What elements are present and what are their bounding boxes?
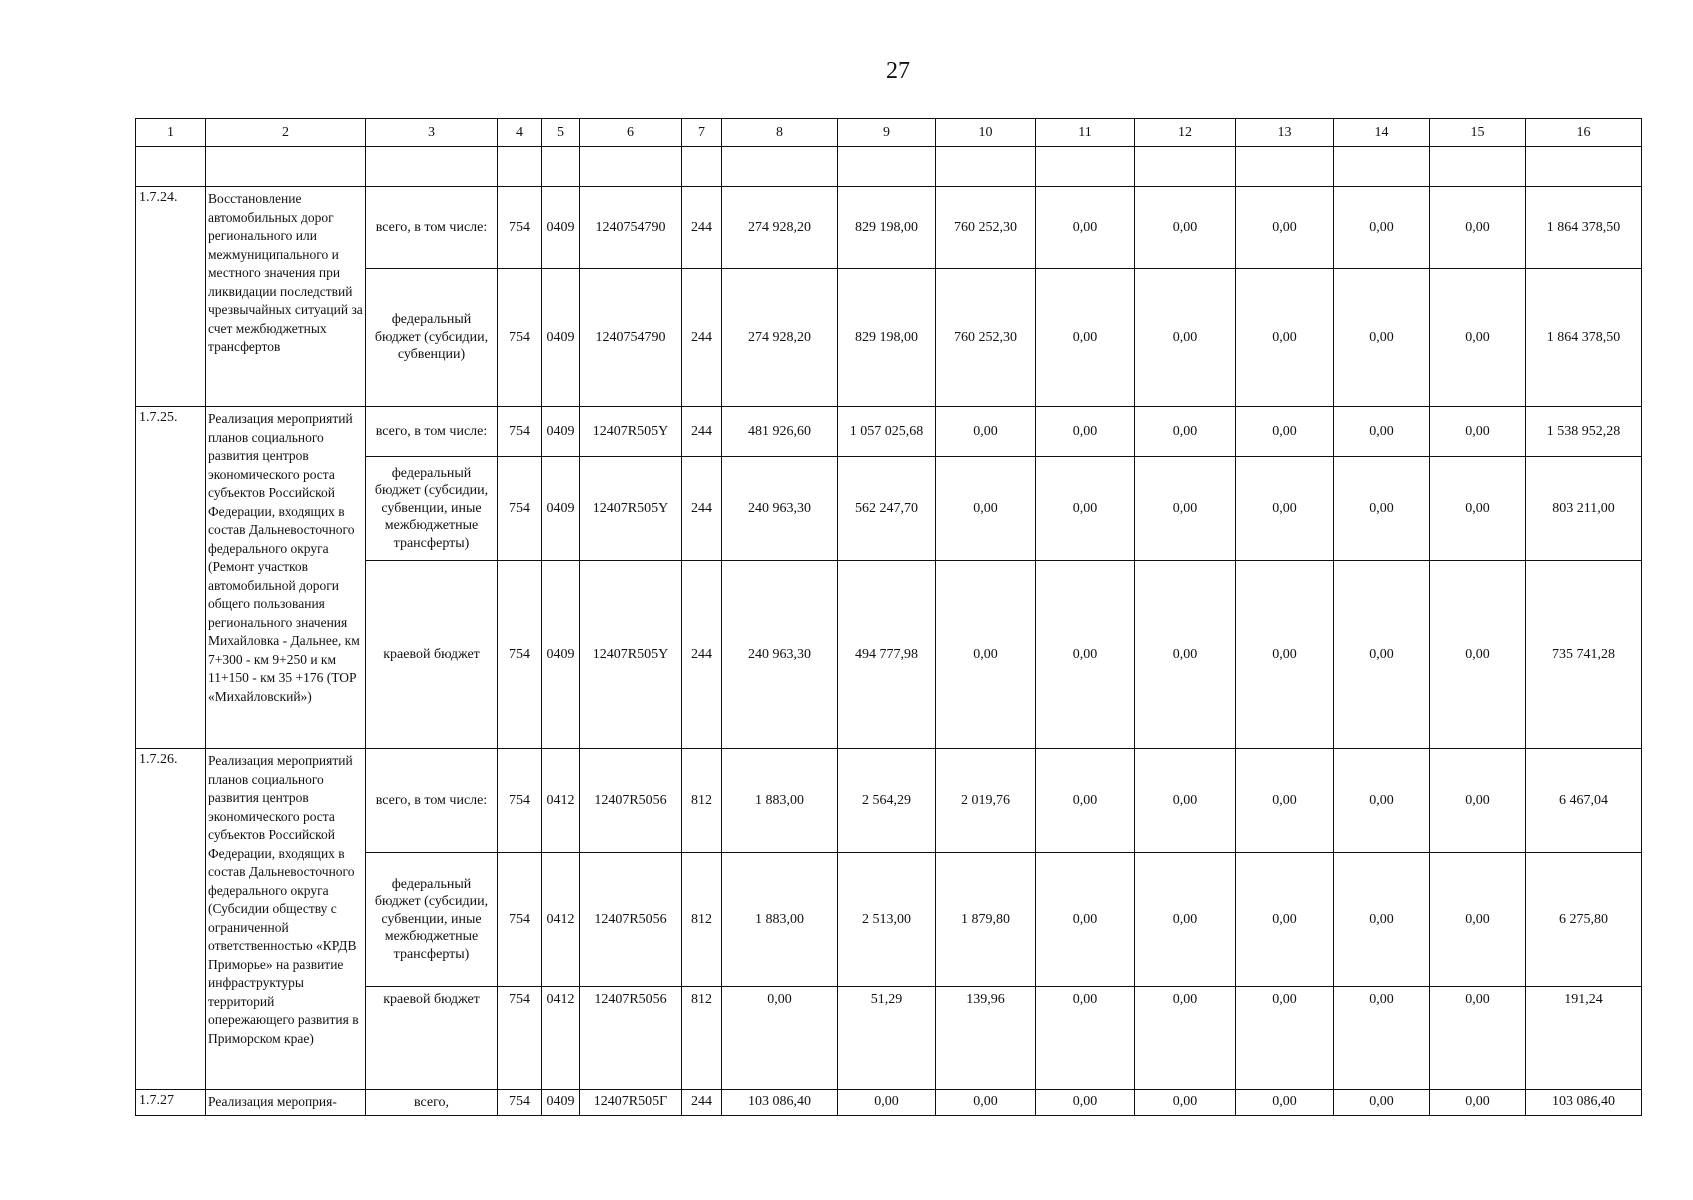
cell-c16: 6 275,80 bbox=[1526, 853, 1642, 987]
funding-source: всего, в том числе: bbox=[366, 187, 498, 269]
cell-c13: 0,00 bbox=[1236, 853, 1334, 987]
table-row bbox=[136, 1090, 1642, 1116]
cell-c10: 0,00 bbox=[936, 1090, 1036, 1116]
cell-c4: 754 bbox=[498, 987, 542, 1090]
cell-c15: 0,00 bbox=[1430, 269, 1526, 407]
cell-c7: 244 bbox=[682, 561, 722, 749]
cell-c5: 0409 bbox=[542, 1090, 580, 1116]
cell-c12: 0,00 bbox=[1135, 187, 1236, 269]
item-code: 1.7.26. bbox=[136, 749, 206, 1090]
cell-c6: 12407R505Г bbox=[580, 1090, 682, 1116]
cell-c10: 2 019,76 bbox=[936, 749, 1036, 853]
empty-cell bbox=[1430, 147, 1526, 187]
table-body bbox=[136, 119, 1642, 1116]
cell-c11: 0,00 bbox=[1036, 749, 1135, 853]
cell-c5: 0412 bbox=[542, 987, 580, 1090]
cell-c4: 754 bbox=[498, 853, 542, 987]
cell-c11: 0,00 bbox=[1036, 853, 1135, 987]
cell-c5: 0412 bbox=[542, 853, 580, 987]
column-number: 3 bbox=[366, 119, 498, 147]
cell-c12: 0,00 bbox=[1135, 457, 1236, 561]
empty-cell bbox=[1036, 147, 1135, 187]
column-number: 11 bbox=[1036, 119, 1135, 147]
empty-cell bbox=[682, 147, 722, 187]
empty-cell bbox=[1334, 147, 1430, 187]
cell-c12: 0,00 bbox=[1135, 1090, 1236, 1116]
cell-c13: 0,00 bbox=[1236, 561, 1334, 749]
cell-c6: 12407R505Y bbox=[580, 407, 682, 457]
cell-c6: 1240754790 bbox=[580, 269, 682, 407]
cell-c16: 1 538 952,28 bbox=[1526, 407, 1642, 457]
column-number: 6 bbox=[580, 119, 682, 147]
empty-cell bbox=[206, 147, 366, 187]
cell-c13: 0,00 bbox=[1236, 269, 1334, 407]
column-number: 10 bbox=[936, 119, 1036, 147]
cell-c14: 0,00 bbox=[1334, 457, 1430, 561]
budget-table bbox=[135, 118, 1642, 1116]
cell-c12: 0,00 bbox=[1135, 853, 1236, 987]
empty-cell bbox=[366, 147, 498, 187]
empty-cell bbox=[1135, 147, 1236, 187]
funding-source: федеральный бюджет (субсидии, субвенции, иные межбюджетные трансферты) bbox=[366, 853, 498, 987]
cell-c9: 1 057 025,68 bbox=[838, 407, 936, 457]
cell-c14: 0,00 bbox=[1334, 853, 1430, 987]
cell-c7: 812 bbox=[682, 853, 722, 987]
column-number: 13 bbox=[1236, 119, 1334, 147]
funding-source: всего, в том числе: bbox=[366, 749, 498, 853]
funding-source: краевой бюджет bbox=[366, 561, 498, 749]
column-number: 4 bbox=[498, 119, 542, 147]
cell-c16: 103 086,40 bbox=[1526, 1090, 1642, 1116]
cell-c7: 244 bbox=[682, 407, 722, 457]
cell-c9: 0,00 bbox=[838, 1090, 936, 1116]
cell-c15: 0,00 bbox=[1430, 1090, 1526, 1116]
cell-c4: 754 bbox=[498, 269, 542, 407]
column-number: 14 bbox=[1334, 119, 1430, 147]
empty-cell bbox=[542, 147, 580, 187]
cell-c4: 754 bbox=[498, 561, 542, 749]
cell-c13: 0,00 bbox=[1236, 749, 1334, 853]
cell-c8: 274 928,20 bbox=[722, 269, 838, 407]
funding-source: федеральный бюджет (субсидии, субвенции) bbox=[366, 269, 498, 407]
cell-c14: 0,00 bbox=[1334, 407, 1430, 457]
cell-c9: 51,29 bbox=[838, 987, 936, 1090]
cell-c4: 754 bbox=[498, 749, 542, 853]
column-number: 9 bbox=[838, 119, 936, 147]
item-code: 1.7.24. bbox=[136, 187, 206, 407]
cell-c15: 0,00 bbox=[1430, 853, 1526, 987]
funding-source: федеральный бюджет (субсидии, субвенции, иные межбюджетные трансферты) bbox=[366, 457, 498, 561]
cell-c10: 760 252,30 bbox=[936, 187, 1036, 269]
cell-c6: 12407R5056 bbox=[580, 749, 682, 853]
cell-c15: 0,00 bbox=[1430, 457, 1526, 561]
cell-c14: 0,00 bbox=[1334, 269, 1430, 407]
column-number: 1 bbox=[136, 119, 206, 147]
cell-c16: 1 864 378,50 bbox=[1526, 269, 1642, 407]
cell-c12: 0,00 bbox=[1135, 407, 1236, 457]
cell-c8: 0,00 bbox=[722, 987, 838, 1090]
item-name: Реализация мероприятий планов социального развития центров экономического роста субъектов Российской Федерации, входящих в состав Дальневосточного федерального округа (Ремонт участков автомобильной дороги общего пользования регионального значения Михайловка - Дальнее, км 7+300 - км 9+250 и км 11+150 - км 35 +176 (ТОР «Михайловский») bbox=[206, 407, 366, 749]
cell-c11: 0,00 bbox=[1036, 457, 1135, 561]
empty-cell bbox=[580, 147, 682, 187]
cell-c5: 0412 bbox=[542, 749, 580, 853]
cell-c7: 812 bbox=[682, 987, 722, 1090]
cell-c12: 0,00 bbox=[1135, 561, 1236, 749]
empty-row bbox=[136, 147, 1642, 187]
cell-c5: 0409 bbox=[542, 269, 580, 407]
cell-c4: 754 bbox=[498, 1090, 542, 1116]
empty-cell bbox=[936, 147, 1036, 187]
cell-c15: 0,00 bbox=[1430, 187, 1526, 269]
cell-c6: 12407R5056 bbox=[580, 853, 682, 987]
item-name: Реализация мероприя- bbox=[206, 1090, 366, 1116]
cell-c14: 0,00 bbox=[1334, 561, 1430, 749]
cell-c8: 274 928,20 bbox=[722, 187, 838, 269]
item-code: 1.7.27 bbox=[136, 1090, 206, 1116]
cell-c6: 1240754790 bbox=[580, 187, 682, 269]
column-number: 2 bbox=[206, 119, 366, 147]
cell-c11: 0,00 bbox=[1036, 987, 1135, 1090]
cell-c9: 494 777,98 bbox=[838, 561, 936, 749]
page-number: 27 bbox=[886, 58, 910, 84]
table-row bbox=[136, 407, 1642, 457]
cell-c4: 754 bbox=[498, 407, 542, 457]
cell-c5: 0409 bbox=[542, 561, 580, 749]
item-code: 1.7.25. bbox=[136, 407, 206, 749]
cell-c8: 103 086,40 bbox=[722, 1090, 838, 1116]
cell-c12: 0,00 bbox=[1135, 269, 1236, 407]
cell-c9: 829 198,00 bbox=[838, 187, 936, 269]
item-name: Восстановление автомобильных дорог регионального или межмуниципального и местного значения при ликвидации последствий чрезвычайных ситуаций за счет межбюджетных трансфертов bbox=[206, 187, 366, 407]
empty-cell bbox=[838, 147, 936, 187]
empty-cell bbox=[136, 147, 206, 187]
empty-cell bbox=[1236, 147, 1334, 187]
cell-c6: 12407R505Y bbox=[580, 457, 682, 561]
cell-c13: 0,00 bbox=[1236, 987, 1334, 1090]
cell-c7: 812 bbox=[682, 749, 722, 853]
cell-c5: 0409 bbox=[542, 407, 580, 457]
column-number-row bbox=[136, 119, 1642, 147]
cell-c14: 0,00 bbox=[1334, 1090, 1430, 1116]
cell-c12: 0,00 bbox=[1135, 987, 1236, 1090]
cell-c9: 829 198,00 bbox=[838, 269, 936, 407]
column-number: 15 bbox=[1430, 119, 1526, 147]
funding-source: краевой бюджет bbox=[366, 987, 498, 1090]
cell-c9: 562 247,70 bbox=[838, 457, 936, 561]
cell-c10: 139,96 bbox=[936, 987, 1036, 1090]
table-row bbox=[136, 749, 1642, 853]
cell-c10: 0,00 bbox=[936, 457, 1036, 561]
cell-c14: 0,00 bbox=[1334, 187, 1430, 269]
cell-c10: 760 252,30 bbox=[936, 269, 1036, 407]
cell-c9: 2 564,29 bbox=[838, 749, 936, 853]
cell-c15: 0,00 bbox=[1430, 987, 1526, 1090]
cell-c16: 735 741,28 bbox=[1526, 561, 1642, 749]
cell-c10: 1 879,80 bbox=[936, 853, 1036, 987]
cell-c7: 244 bbox=[682, 187, 722, 269]
item-name: Реализация мероприятий планов социального развития центров экономического роста субъектов Российской Федерации, входящих в состав Дальневосточного федерального округа (Субсидии обществу с ограниченной ответственностью «КРДВ Приморье» на развитие инфраструктуры территорий опережающего развития в Приморском крае) bbox=[206, 749, 366, 1090]
column-number: 8 bbox=[722, 119, 838, 147]
empty-cell bbox=[1526, 147, 1642, 187]
cell-c13: 0,00 bbox=[1236, 457, 1334, 561]
cell-c9: 2 513,00 bbox=[838, 853, 936, 987]
cell-c15: 0,00 bbox=[1430, 561, 1526, 749]
column-number: 16 bbox=[1526, 119, 1642, 147]
cell-c14: 0,00 bbox=[1334, 987, 1430, 1090]
cell-c8: 481 926,60 bbox=[722, 407, 838, 457]
cell-c11: 0,00 bbox=[1036, 269, 1135, 407]
cell-c8: 1 883,00 bbox=[722, 749, 838, 853]
cell-c16: 1 864 378,50 bbox=[1526, 187, 1642, 269]
cell-c13: 0,00 bbox=[1236, 1090, 1334, 1116]
cell-c15: 0,00 bbox=[1430, 749, 1526, 853]
cell-c8: 240 963,30 bbox=[722, 561, 838, 749]
cell-c7: 244 bbox=[682, 269, 722, 407]
funding-source: всего, bbox=[366, 1090, 498, 1116]
cell-c15: 0,00 bbox=[1430, 407, 1526, 457]
column-number: 12 bbox=[1135, 119, 1236, 147]
empty-cell bbox=[722, 147, 838, 187]
cell-c16: 191,24 bbox=[1526, 987, 1642, 1090]
cell-c13: 0,00 bbox=[1236, 407, 1334, 457]
cell-c7: 244 bbox=[682, 1090, 722, 1116]
cell-c8: 1 883,00 bbox=[722, 853, 838, 987]
cell-c5: 0409 bbox=[542, 457, 580, 561]
cell-c12: 0,00 bbox=[1135, 749, 1236, 853]
table-row bbox=[136, 187, 1642, 269]
cell-c8: 240 963,30 bbox=[722, 457, 838, 561]
cell-c10: 0,00 bbox=[936, 407, 1036, 457]
cell-c5: 0409 bbox=[542, 187, 580, 269]
cell-c13: 0,00 bbox=[1236, 187, 1334, 269]
column-number: 5 bbox=[542, 119, 580, 147]
cell-c11: 0,00 bbox=[1036, 1090, 1135, 1116]
funding-source: всего, в том числе: bbox=[366, 407, 498, 457]
cell-c7: 244 bbox=[682, 457, 722, 561]
cell-c10: 0,00 bbox=[936, 561, 1036, 749]
column-number: 7 bbox=[682, 119, 722, 147]
empty-cell bbox=[498, 147, 542, 187]
cell-c16: 803 211,00 bbox=[1526, 457, 1642, 561]
cell-c11: 0,00 bbox=[1036, 561, 1135, 749]
cell-c11: 0,00 bbox=[1036, 187, 1135, 269]
cell-c6: 12407R505Y bbox=[580, 561, 682, 749]
cell-c4: 754 bbox=[498, 187, 542, 269]
cell-c11: 0,00 bbox=[1036, 407, 1135, 457]
cell-c6: 12407R5056 bbox=[580, 987, 682, 1090]
cell-c16: 6 467,04 bbox=[1526, 749, 1642, 853]
cell-c14: 0,00 bbox=[1334, 749, 1430, 853]
cell-c4: 754 bbox=[498, 457, 542, 561]
